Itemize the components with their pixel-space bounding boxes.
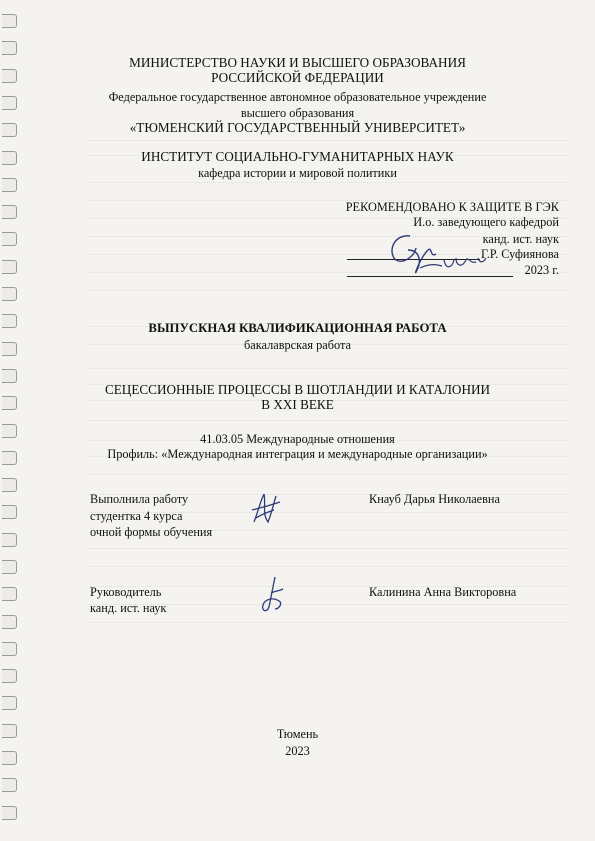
binding-tab <box>2 369 17 383</box>
binding-tab <box>2 587 17 601</box>
work-level: бакалаврская работа <box>244 338 351 352</box>
supervisor-signature-icon <box>255 575 287 615</box>
binding-tab <box>2 560 17 574</box>
binding-tab <box>2 205 17 219</box>
author-label-1: Выполнила работу <box>90 492 189 506</box>
binding-tab <box>2 478 17 492</box>
supervisor-label-1: Руководитель <box>90 585 162 599</box>
work-title-line-1: СЕЦЕССИОННЫЕ ПРОЦЕССЫ В ШОТЛАНДИИ И КАТАЛОНИИ <box>104 382 491 397</box>
institute-name: ИНСТИТУТ СОЦИАЛЬНО-ГУМАНИТАРНЫХ НАУК <box>141 149 454 164</box>
approval-name: Г.Р. Суфиянова <box>480 247 559 261</box>
work-title-line-2: В XXI ВЕКЕ <box>261 397 334 412</box>
author-signature-icon <box>246 492 286 528</box>
show-through-line <box>90 548 570 549</box>
show-through-line <box>90 566 570 567</box>
approval-title: РЕКОМЕНДОВАНО К ЗАЩИТЕ В ГЭК <box>345 200 559 214</box>
binding-tab <box>2 669 17 683</box>
ministry-line-2: РОССИЙСКОЙ ФЕДЕРАЦИИ <box>211 70 384 85</box>
specialty-code: 41.03.05 Международные отношения <box>200 432 395 446</box>
binding-tab <box>2 533 17 547</box>
show-through-line <box>90 272 570 273</box>
binding-tab <box>2 806 17 820</box>
show-through-line <box>90 420 570 421</box>
department-name: кафедра истории и мировой политики <box>198 166 397 180</box>
show-through-line <box>90 290 570 291</box>
show-through-line <box>90 140 570 141</box>
footer-city: Тюмень <box>276 727 319 741</box>
binding-tab <box>2 232 17 246</box>
institution-type-line-1: Федеральное государственное автономное образовательное учреждение <box>108 90 487 104</box>
binding-tab <box>2 41 17 55</box>
approval-signature-icon <box>380 228 490 280</box>
binding-tab <box>2 178 17 192</box>
supervisor-name: Калинина Анна Викторовна <box>369 585 517 599</box>
footer-year: 2023 <box>285 744 310 758</box>
binding-tab <box>2 615 17 629</box>
institution-type-line-2: высшего образования <box>240 106 355 120</box>
show-through-line <box>90 368 570 369</box>
ministry-line-1: МИНИСТЕРСТВО НАУКИ И ВЫСШЕГО ОБРАЗОВАНИЯ <box>129 55 466 70</box>
approval-degree: канд. ист. наук <box>482 232 559 246</box>
binding-tab <box>2 287 17 301</box>
approval-role: И.о. заведующего кафедрой <box>413 215 559 229</box>
binding-tab <box>2 14 17 28</box>
binding-tab <box>2 778 17 792</box>
binding-tab <box>2 505 17 519</box>
binding-tab <box>2 260 17 274</box>
binding-tab <box>2 642 17 656</box>
show-through-line <box>90 622 570 623</box>
show-through-line <box>90 182 570 183</box>
author-name: Кнауб Дарья Николаевна <box>369 492 500 506</box>
supervisor-label-2: канд. ист. наук <box>90 601 167 615</box>
work-type: ВЫПУСКНАЯ КВАЛИФИКАЦИОННАЯ РАБОТА <box>148 321 447 335</box>
specialty-profile: Профиль: «Международная интеграция и международные организации» <box>107 447 488 461</box>
show-through-line <box>90 474 570 475</box>
university-name: «ТЮМЕНСКИЙ ГОСУДАРСТВЕННЫЙ УНИВЕРСИТЕТ» <box>129 120 466 135</box>
binding-tab <box>2 696 17 710</box>
approval-year: 2023 г. <box>524 263 559 277</box>
author-label-3: очной формы обучения <box>90 525 213 539</box>
author-label-2: студентка 4 курса <box>90 509 183 523</box>
